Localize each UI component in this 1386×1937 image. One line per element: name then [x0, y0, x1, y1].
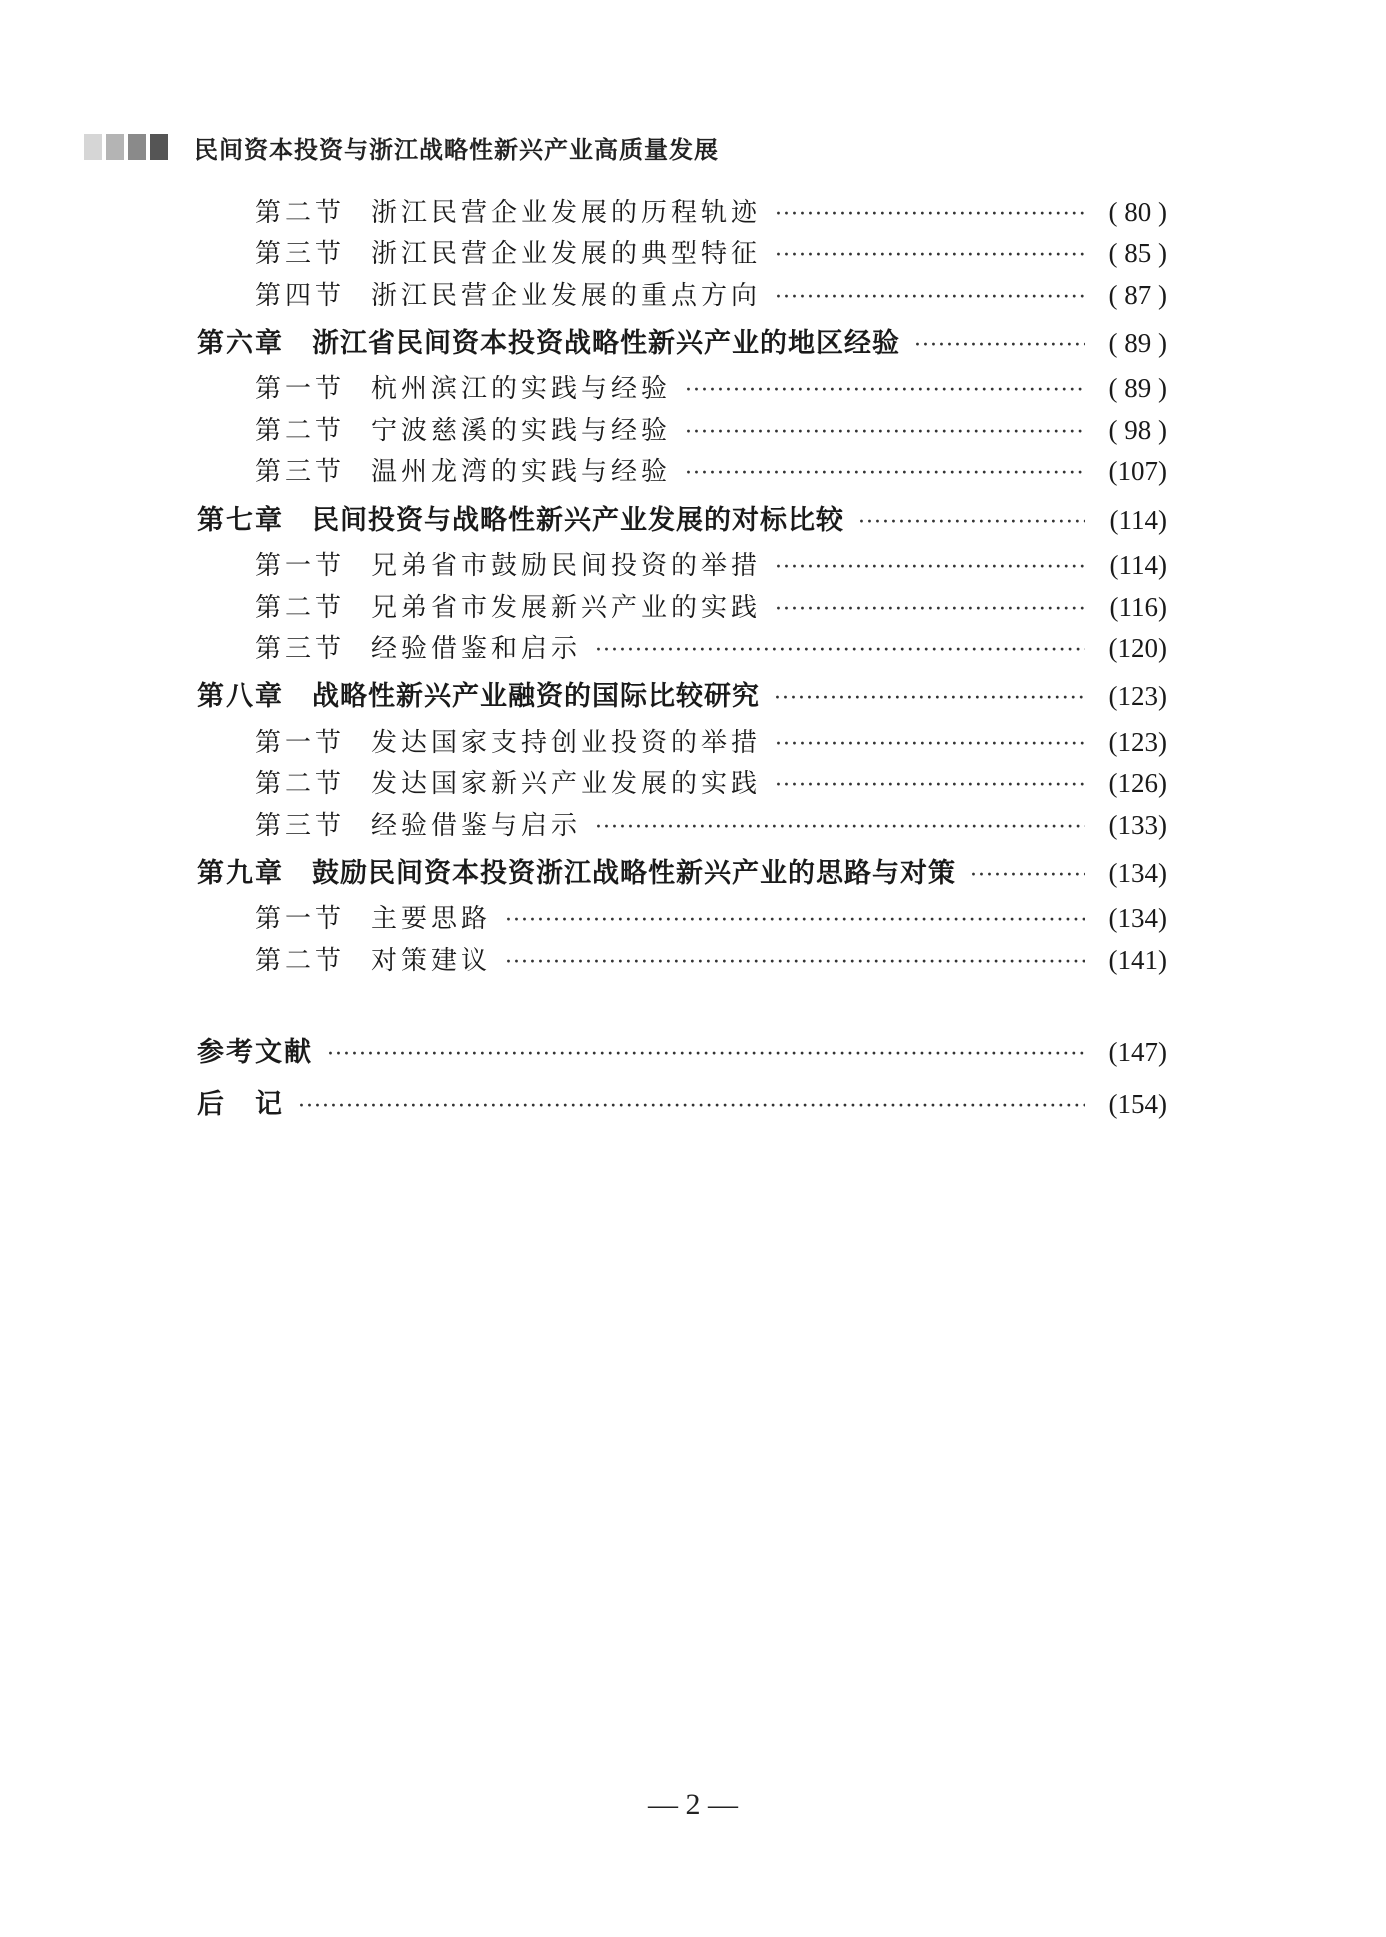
- toc-leader-dots: [914, 333, 1085, 358]
- toc-entry-number: 第一节: [255, 904, 346, 934]
- toc-entry-chapter: [197, 321, 1167, 360]
- toc-entry-section: [255, 763, 1167, 800]
- toc-entry-page: ( 80 ): [1108, 197, 1167, 227]
- toc-leader-dots: [775, 597, 1085, 622]
- toc-entry-page: (126): [1108, 768, 1167, 798]
- toc-entry-number: 第二节: [255, 416, 346, 446]
- toc-entry-page: (116): [1109, 592, 1167, 622]
- header-bar: [150, 134, 168, 160]
- toc-leader-dots: [685, 378, 1085, 403]
- toc-entry-title: 参考文献: [197, 1037, 313, 1068]
- header-bar: [84, 134, 102, 160]
- toc-leader-dots: [970, 863, 1085, 888]
- toc-entry-section: [255, 898, 1167, 935]
- toc-entry-number: 第四节: [255, 281, 346, 311]
- toc-entry-page: (134): [1108, 903, 1167, 933]
- toc-entry-page: (107): [1108, 456, 1167, 486]
- toc-entry-title: 杭州滨江的实践与经验: [371, 374, 672, 404]
- toc-leader-dots: [298, 1094, 1085, 1119]
- toc-leader-dots: [775, 243, 1085, 268]
- toc-entry-title: 兄弟省市鼓励民间投资的举措: [371, 551, 762, 581]
- toc-leader-dots: [595, 815, 1085, 840]
- toc-entry-title: 主要思路: [371, 904, 492, 934]
- toc-entry-page: (114): [1109, 550, 1167, 580]
- toc-entry-page: (114): [1109, 505, 1167, 535]
- header-bar: [106, 134, 124, 160]
- toc-entry-title: 发达国家支持创业投资的举措: [371, 728, 762, 758]
- toc-entry-number: 第二节: [255, 946, 346, 976]
- toc-leader-dots: [505, 950, 1085, 975]
- toc-entry-title: 发达国家新兴产业发展的实践: [371, 769, 762, 799]
- toc-entry-title: 兄弟省市发展新兴产业的实践: [371, 593, 762, 623]
- toc-entry-number: 第一节: [255, 728, 346, 758]
- toc-entry-section: [255, 275, 1167, 312]
- header-decoration-bars: [84, 134, 172, 160]
- toc-entry-title: 鼓励民间资本投资浙江战略性新兴产业的思路与对策: [312, 858, 956, 889]
- toc-entry-title: 民间投资与战略性新兴产业发展的对标比较: [312, 505, 844, 536]
- toc-entry-chapter: [197, 851, 1167, 890]
- toc-entry-number: 第一节: [255, 374, 346, 404]
- toc-leader-dots: [327, 1042, 1085, 1067]
- toc-entry-number: 第六章: [197, 328, 284, 359]
- toc-entry-page: ( 85 ): [1108, 238, 1167, 268]
- toc-entry-chapter: [197, 498, 1167, 537]
- toc-entry-page: (120): [1108, 633, 1167, 663]
- toc-entry-section: [255, 587, 1167, 624]
- toc-entry-title: 对策建议: [371, 946, 492, 976]
- toc-entry-number: 第三节: [255, 239, 346, 269]
- toc-entry-number: 第八章: [197, 681, 284, 712]
- toc-entry-section: [255, 722, 1167, 759]
- toc-leader-dots: [774, 686, 1085, 711]
- page-number: — 2 —: [648, 1788, 738, 1821]
- toc-entry-back: [197, 1030, 1167, 1069]
- toc-entry-page: (147): [1108, 1037, 1167, 1067]
- toc-entry-page: ( 89 ): [1108, 373, 1167, 403]
- toc-entry-page: (154): [1108, 1089, 1167, 1119]
- toc-entry-page: (123): [1108, 727, 1167, 757]
- toc-entry-page: (123): [1108, 681, 1167, 711]
- toc-leader-dots: [775, 285, 1085, 310]
- toc-entry-section: [255, 940, 1167, 977]
- toc-entry-number: 第三节: [255, 634, 346, 664]
- toc-entry-number: 第七章: [197, 505, 284, 536]
- toc-entry-title: 后 记: [197, 1089, 284, 1120]
- toc-entry-page: (134): [1108, 858, 1167, 888]
- toc-entry-number: 第二节: [255, 593, 346, 623]
- toc-leader-dots: [685, 461, 1085, 486]
- toc-leader-dots: [775, 732, 1085, 757]
- book-title: 民间资本投资与浙江战略性新兴产业高质量发展: [194, 135, 719, 164]
- toc-entry-number: 第二节: [255, 198, 346, 228]
- toc-entry-page: ( 87 ): [1108, 280, 1167, 310]
- toc-entry-number: 第一节: [255, 551, 346, 581]
- toc-entry-section: [255, 451, 1167, 488]
- toc-entry-title: 浙江民营企业发展的历程轨迹: [371, 198, 762, 228]
- toc-leader-dots: [775, 773, 1085, 798]
- toc-entry-title: 温州龙湾的实践与经验: [371, 457, 672, 487]
- toc-entry-back: [197, 1082, 1167, 1121]
- toc-entry-title: 经验借鉴和启示: [371, 634, 582, 664]
- toc-entry-chapter: [197, 674, 1167, 713]
- toc-entry-section: [255, 545, 1167, 582]
- toc-entry-title: 浙江民营企业发展的重点方向: [371, 281, 762, 311]
- toc-entry-number: 第三节: [255, 457, 346, 487]
- toc-entry-title: 浙江民营企业发展的典型特征: [371, 239, 762, 269]
- toc-entry-number: 第三节: [255, 811, 346, 841]
- toc-leader-dots: [505, 908, 1085, 933]
- toc-leader-dots: [775, 555, 1085, 580]
- toc-entry-title: 经验借鉴与启示: [371, 811, 582, 841]
- toc-entry-page: ( 89 ): [1108, 328, 1167, 358]
- toc-entry-section: [255, 628, 1167, 665]
- toc-entry-page: (141): [1108, 945, 1167, 975]
- toc-leader-dots: [595, 638, 1085, 663]
- toc-leader-dots: [858, 510, 1085, 535]
- toc-entry-section: [255, 805, 1167, 842]
- toc-entry-number: 第二节: [255, 769, 346, 799]
- toc-entry-page: ( 98 ): [1108, 415, 1167, 445]
- toc-entry-section: [255, 368, 1167, 405]
- toc-leader-dots: [775, 202, 1085, 227]
- toc-entry-section: [255, 233, 1167, 270]
- toc-entry-section: [255, 192, 1167, 229]
- running-header: [84, 132, 719, 162]
- toc-leader-dots: [685, 420, 1085, 445]
- toc-entry-section: [255, 410, 1167, 447]
- toc-entry-title: 战略性新兴产业融资的国际比较研究: [312, 681, 760, 712]
- toc-entry-title: 宁波慈溪的实践与经验: [371, 416, 672, 446]
- toc-entry-title: 浙江省民间资本投资战略性新兴产业的地区经验: [312, 328, 900, 359]
- toc-entry-number: 第九章: [197, 858, 284, 889]
- header-bar: [128, 134, 146, 160]
- toc-entry-page: (133): [1108, 810, 1167, 840]
